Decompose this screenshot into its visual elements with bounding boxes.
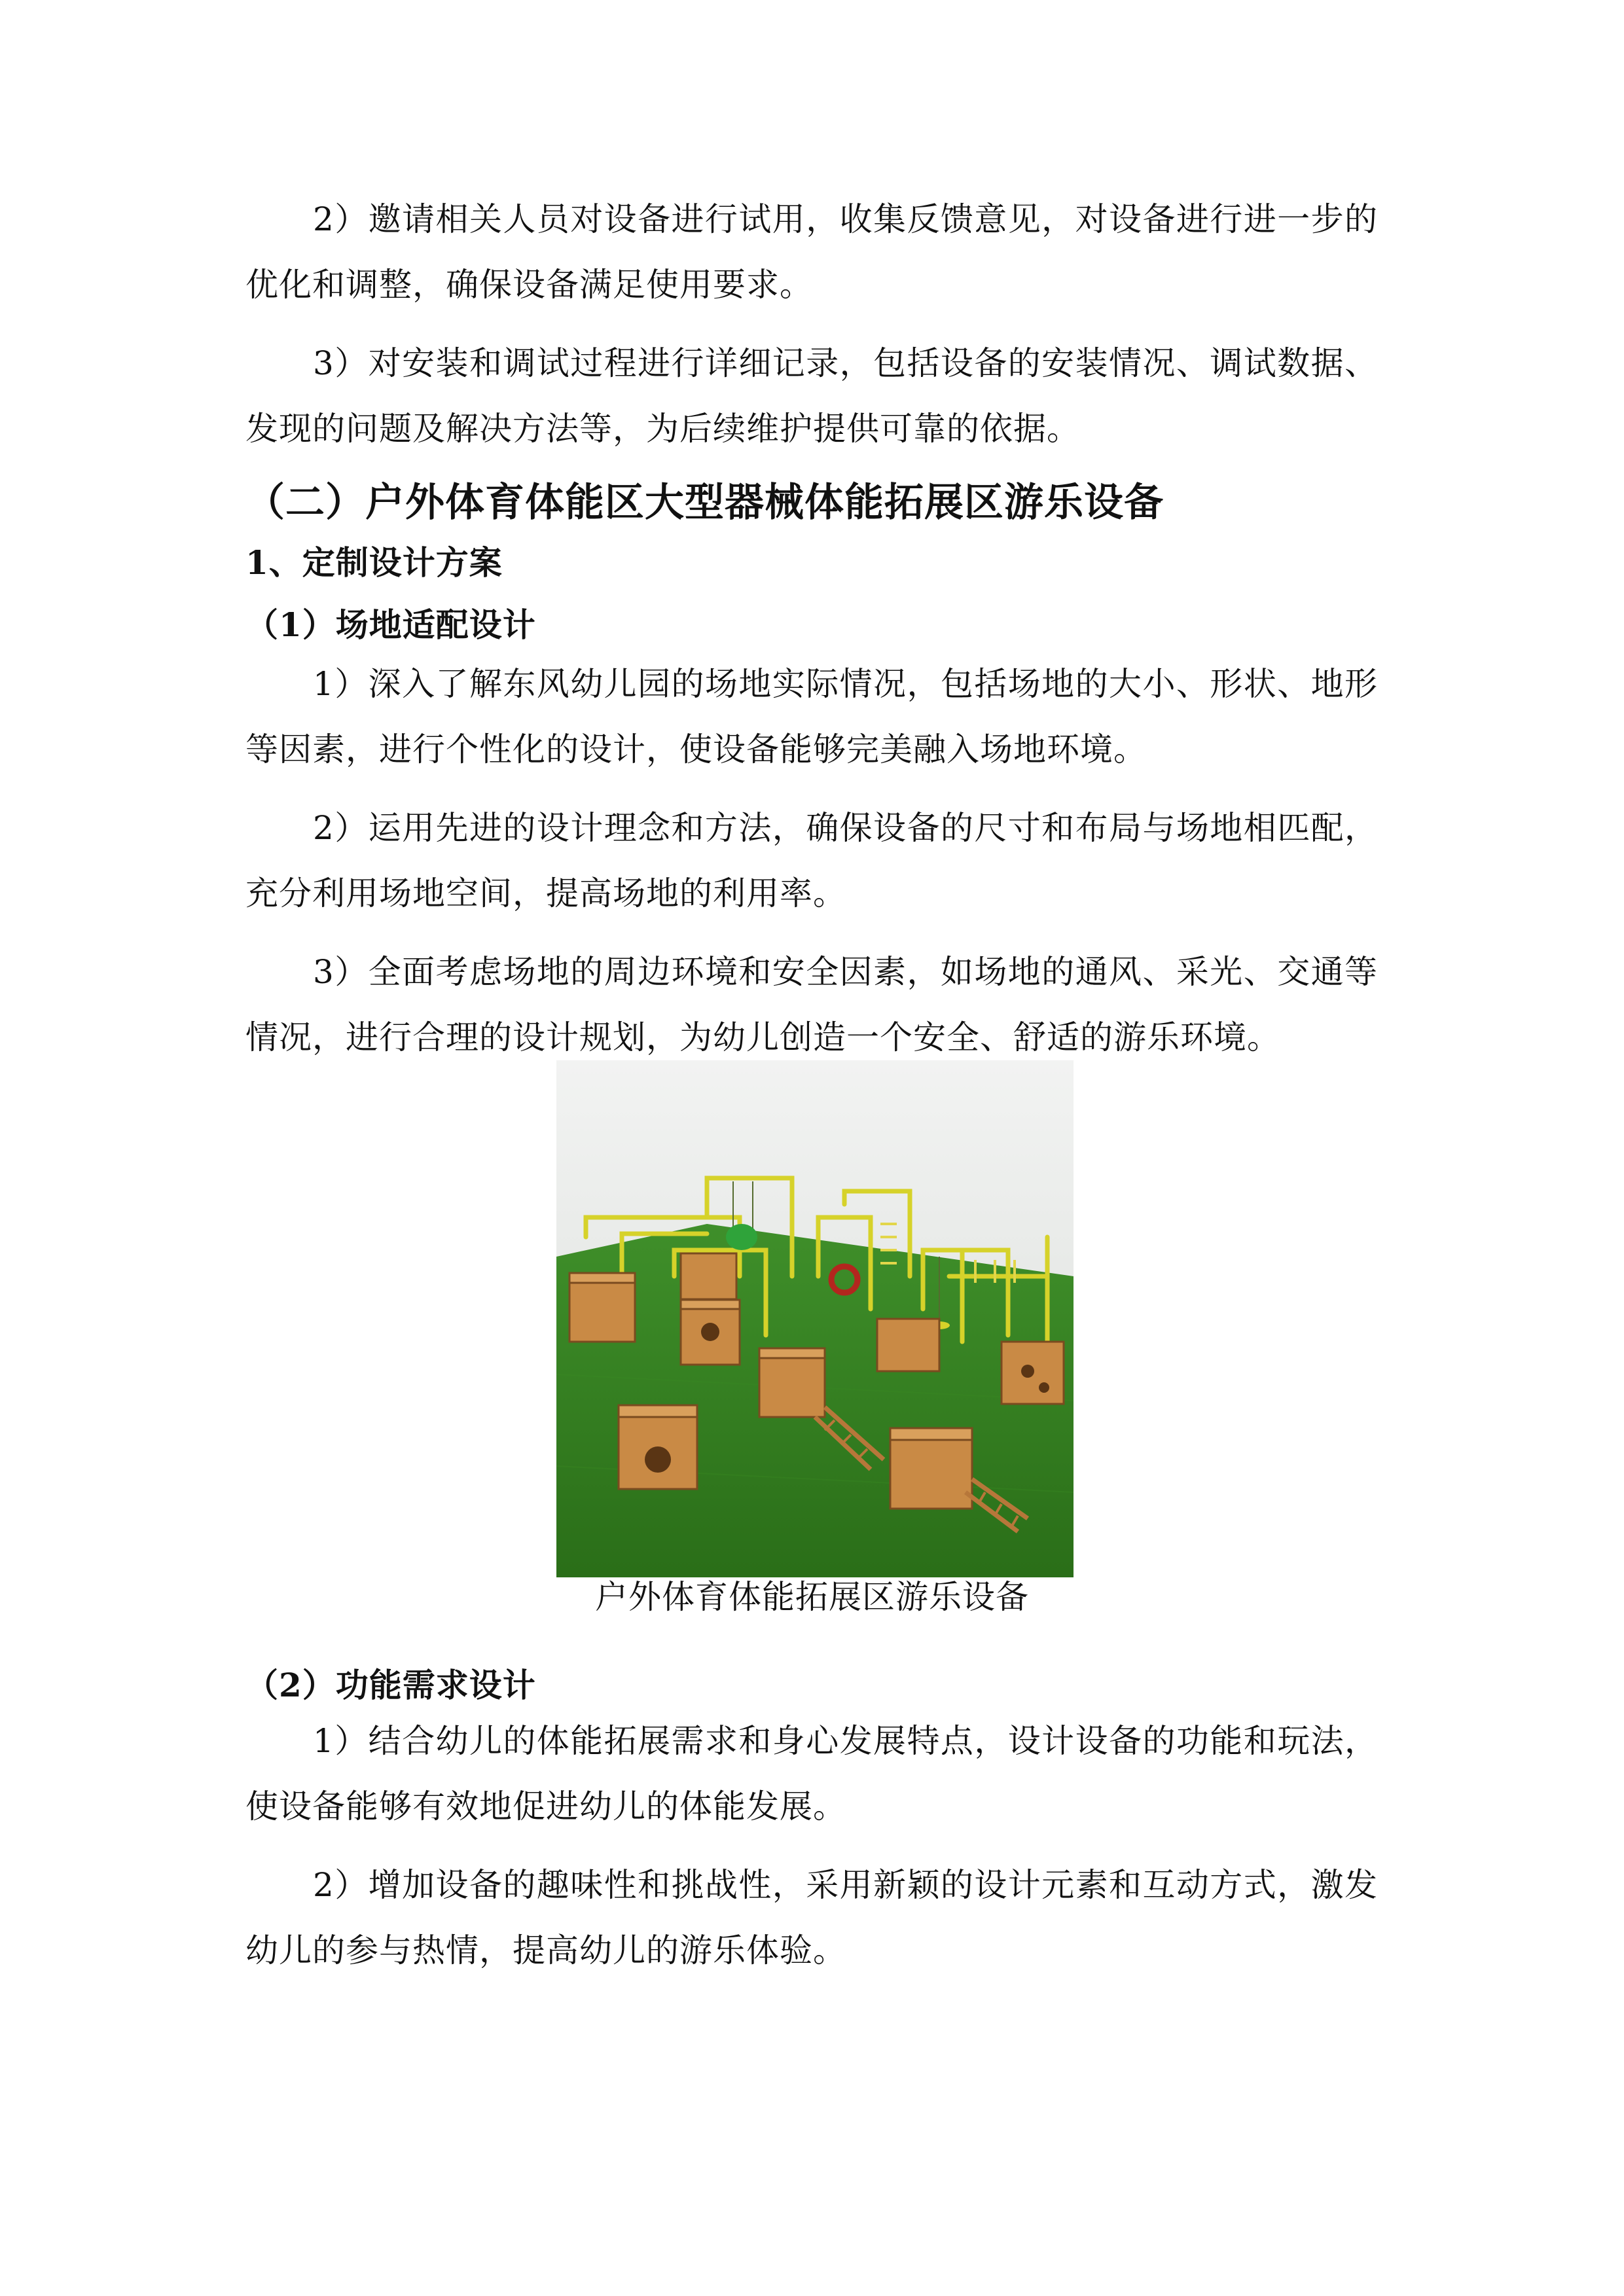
paragraph-site-item1: 1）深入了解东风幼儿园的场地实际情况，包括场地的大小、形状、地形等因素，进行个性化的设计，使设备能够完美融入场地环境。 (245, 665, 1378, 768)
paragraph-install-item2: 2）邀请相关人员对设备进行试用，收集反馈意见，对设备进行进一步的优化和调整，确保设备满足使用要求。 (245, 200, 1378, 304)
subsection-heading: 1、定制设计方案 (245, 543, 503, 582)
paragraph-install-item3: 3）对安装和调试过程进行详细记录，包括设备的安装情况、调试数据、发现的问题及解决方法等，为后续维护提供可靠的依据。 (245, 344, 1378, 448)
paragraph-site-item2: 2）运用先进的设计理念和方法，确保设备的尺寸和布局与场地相匹配，充分利用场地空间，提高场地的利用率。 (245, 809, 1378, 912)
playground-equipment-image (556, 1060, 1074, 1577)
part-heading-function-design: （2）功能需求设计 (245, 1666, 536, 1704)
paragraph-site-item3: 3）全面考虑场地的周边环境和安全因素，如场地的通风、采光、交通等情况，进行合理的设计规划，为幼儿创造一个安全、舒适的游乐环境。 (245, 953, 1378, 1056)
paragraph-function-item2: 2）增加设备的趣味性和挑战性，采用新颖的设计元素和互动方式，激发幼儿的参与热情，提高幼儿的游乐体验。 (245, 1866, 1378, 1969)
figure-caption: 户外体育体能拓展区游乐设备 (595, 1578, 1029, 1616)
paragraph-function-item1: 1）结合幼儿的体能拓展需求和身心发展特点，设计设备的功能和玩法，使设备能够有效地促进幼儿的体能发展。 (245, 1722, 1378, 1825)
section-heading: （二）户外体育体能区大型器械体能拓展区游乐设备 (245, 480, 1164, 526)
part-heading-site-design: （1）场地适配设计 (245, 605, 536, 644)
